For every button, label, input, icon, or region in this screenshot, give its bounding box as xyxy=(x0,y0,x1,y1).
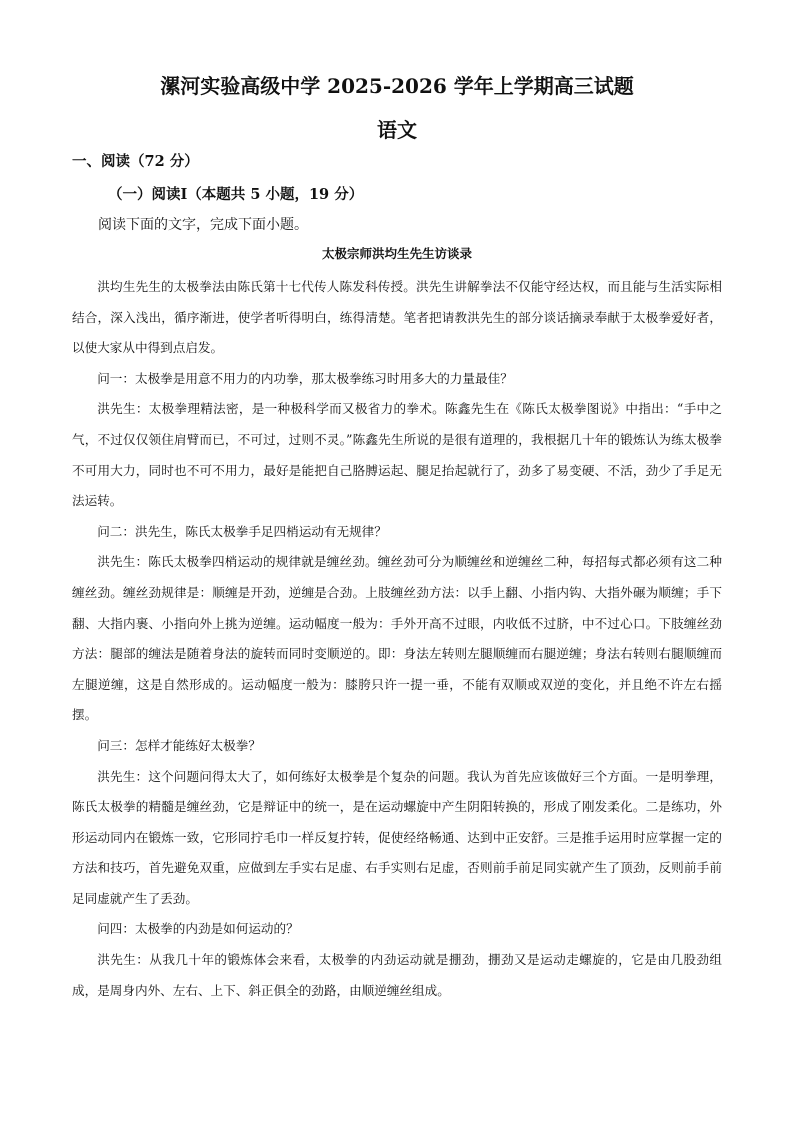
article-body xyxy=(72,272,722,1006)
article-paragraph-intro: 洪均生先生的太极拳法由陈氏第十七代传人陈发科传授。洪先生讲解拳法不仅能守经达权，而且能与生活实际相结合，深入浅出，循序渐进，使学者听得明白，练得清楚。笔者把请教洪先生的部分谈话摘录奉献于太极拳爱好者，以使大家从中得到点启发。 xyxy=(72,279,722,356)
reading-instruction: 阅读下面的文字，完成下面小题。 xyxy=(98,217,308,233)
article-question-2: 问二：洪先生，陈氏太极拳手足四梢运动有无规律？ xyxy=(97,523,387,539)
sub-section-heading: （一）阅读Ⅰ（本题共 5 小题，19 分） xyxy=(108,186,364,203)
article-answer-1: 洪先生：太极拳理精法密，是一种极科学而又极省力的拳术。陈鑫先生在《陈氏太极拳图说》中指出：“手中之气，不过仅仅领住肩臂而已，不可过，过则不灵。”陈鑫先生所说的是很有道理的，我根据几十年的锻炼认为练太极拳不可用大力，同时也不可不用力，最好是能把自己胳膊运起、腿足抬起就行了，劲多了易变硬、不活，劲少了手足无法运转。 xyxy=(72,401,722,509)
article-answer-4: 洪先生：从我几十年的锻炼体会来看，太极拳的内劲运动就是掤劲，掤劲又是运动走螺旋的，它是由几股劲组成，是周身内外、左右、上下、斜正俱全的劲路，由顺逆缠丝组成。 xyxy=(72,952,722,998)
exam-title: 漯河实验高级中学 2025-2026 学年上学期高三试题 xyxy=(160,74,634,98)
article-question-3: 问三：怎样才能练好太极拳？ xyxy=(97,737,261,753)
part-heading: 一、阅读（72 分） xyxy=(72,153,199,170)
article-answer-2: 洪先生：陈氏太极拳四梢运动的规律就是缠丝劲。缠丝劲可分为顺缠丝和逆缠丝二种，每招每式都必须有这二种缠丝劲。缠丝劲规律是：顺缠是开劲，逆缠是合劲。上肢缠丝劲方法：以手上翻、小指内钩、大指外碾为顺缠；手下翻、大指内裹、小指向外上挑为逆缠。运动幅度一般为：手外开高不过眼，内收低不过脐，中不过心口。下肢缠丝劲方法：腿部的缠法是随着身法的旋转而同时变顺逆的。即：身法左转则左腿顺缠而右腿逆缠；身法右转则右腿顺缠而左腿逆缠，这是自然形成的。运动幅度一般为：膝胯只许一提一垂，不能有双顺或双逆的变化，并且绝不许左右摇摆。 xyxy=(72,554,722,723)
subject-title: 语文 xyxy=(377,118,417,142)
article-title: 太极宗师洪均生先生访谈录 xyxy=(321,246,472,261)
article-question-1: 问一：太极拳是用意不用力的内功拳，那太极拳练习时用多大的力量最佳？ xyxy=(97,370,513,386)
article-answer-3: 洪先生：这个问题问得太大了，如何练好太极拳是个复杂的问题。我认为首先应该做好三个方面。一是明拳理，陈氏太极拳的精髓是缠丝劲，它是辩证中的统一，是在运动螺旋中产生阴阳转换的，形成了刚发柔化。二是练功，外形运动同内在锻炼一致，它形同拧毛巾一样反复拧转，促使经络畅通、达到中正安舒。三是推手运用时应掌握一定的方法和技巧，首先避免双重，应做到左手实右足虚、右手实则右足虚，否则前手前足同实就产生了顶劲，反则前手前足同虚就产生了丢劲。 xyxy=(72,768,722,906)
article-question-4: 问四：太极拳的内劲是如何运动的？ xyxy=(97,921,299,937)
